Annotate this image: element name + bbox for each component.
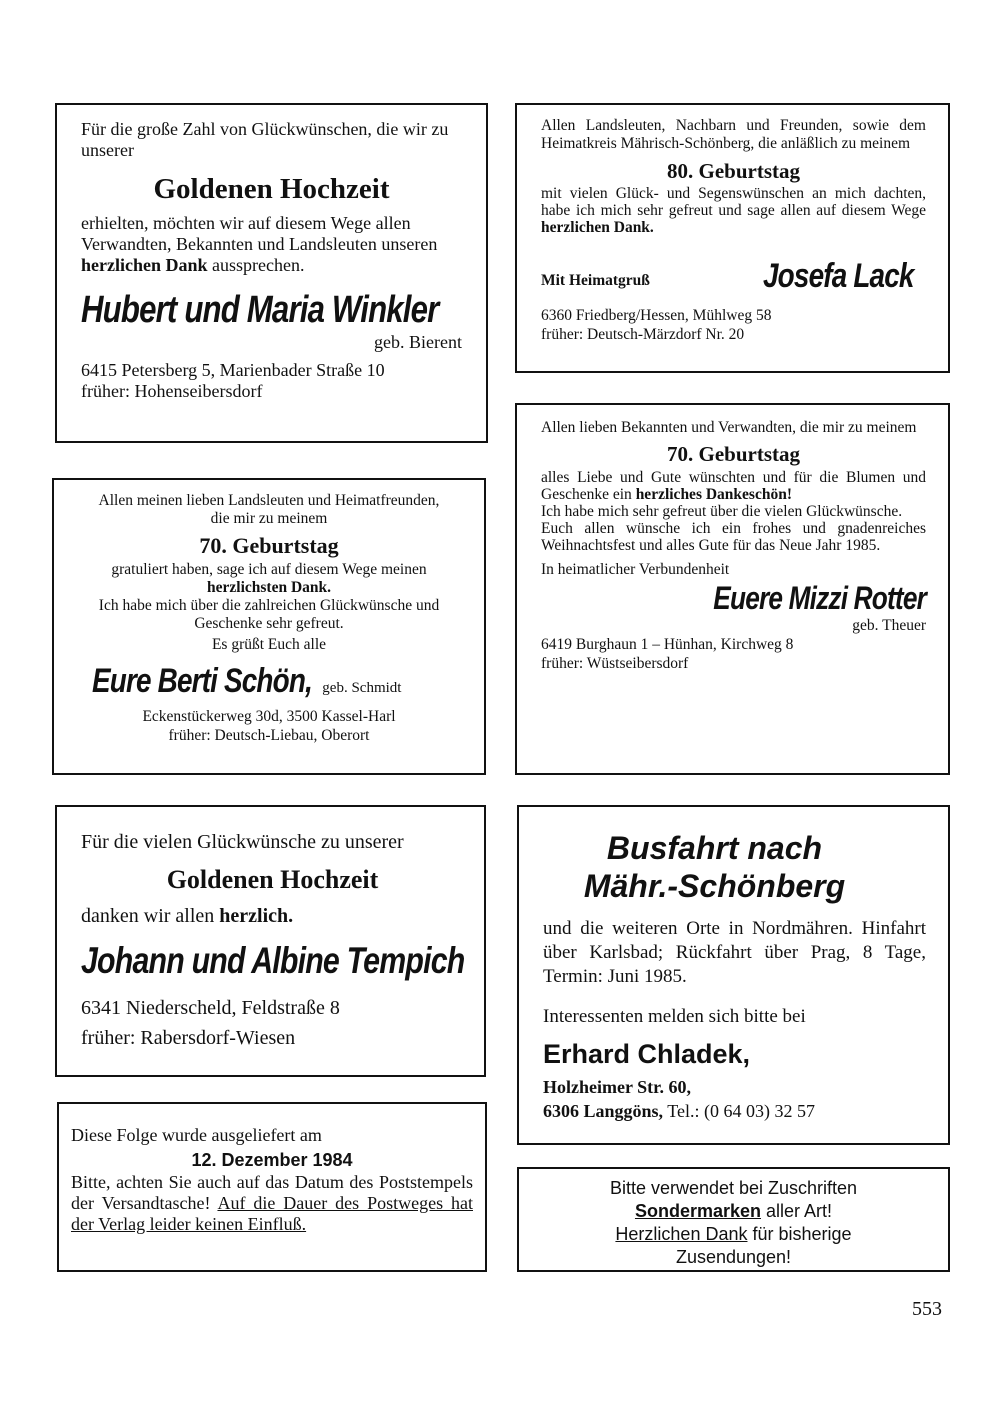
ad2-intro: Allen Landsleuten, Nachbarn und Freunden, sowie dem Heimatkreis Mährisch-Schönberg, die anläßlich zu meinem <box>541 117 926 152</box>
ad6-trip-details: und die weiteren Orte in Nordmähren. Hinfahrt über Karlsbad; Rückfahrt über Prag, 8 Tage, Termin: Juni 1985. <box>543 918 926 987</box>
ad5-former-address: früher: Rabersdorf-Wiesen <box>81 1027 296 1049</box>
ad-70th-birthday-schoen <box>52 478 486 775</box>
stamps-line4: Zusendungen! <box>675 1247 792 1267</box>
ad4-address: 6419 Burghaun 1 – Hünhan, Kirchweg 8 <box>541 636 794 653</box>
ad5-headline: Goldenen Hochzeit <box>166 865 379 894</box>
ad4-former-address: früher: Wüstseibersdorf <box>541 655 689 672</box>
ad1-intro: Für die große Zahl von Glückwünschen, die wir zu unserer <box>81 119 449 160</box>
ad3-former-address: früher: Deutsch-Liebau, Oberort <box>168 727 370 744</box>
ad5-body: danken wir allen herzlich. <box>81 905 294 927</box>
ad3-name: Eure Berti Schön, <box>92 662 312 700</box>
stamps-notice <box>517 1167 950 1272</box>
ad-bus-trip <box>517 805 950 1145</box>
ad-70th-birthday-rotter <box>515 403 950 775</box>
ad1-headline: Goldenen Hochzeit <box>153 173 390 205</box>
ad2-former-address: früher: Deutsch-Märzdorf Nr. 20 <box>541 326 745 343</box>
ad6-title-line1: Busfahrt nach <box>606 830 823 866</box>
ad3-intro: Allen meinen lieben Landsleuten und Heimatfreunden, die mir zu meinem <box>98 492 440 527</box>
ad2-greeting: Mit Heimatgruß <box>541 272 650 289</box>
ad3-line1: gratuliert haben, sage ich auf diesem Wege meinen herzlichsten Dank. <box>111 561 427 596</box>
ad5-address: 6341 Niederscheld, Feldstraße 8 <box>81 997 340 1019</box>
ad2-headline: 80. Geburtstag <box>667 159 800 183</box>
ad4-headline: 70. Geburtstag <box>667 442 800 466</box>
ad3-line2: Ich habe mich über die zahlreichen Glückwünsche und Geschenke sehr gefreut. <box>98 597 440 632</box>
stamps-line1: Bitte verwendet bei Zuschriften <box>609 1178 858 1198</box>
ad6-contact-intro: Interessenten melden sich bitte bei <box>543 1006 806 1027</box>
ad1-maiden-name: geb. Bierent <box>374 332 462 352</box>
ad6-contact-name: Erhard Chladek, <box>543 1039 751 1069</box>
ad4-name: Euere Mizzi Rotter <box>713 580 926 616</box>
ad4-maiden-name: geb. Theuer <box>852 617 926 634</box>
ad6-title-line2: Mähr.-Schönberg <box>583 868 846 904</box>
ad-80th-birthday-lack <box>515 103 950 373</box>
ad2-name: Josefa Lack <box>763 257 914 295</box>
ad3-line3: Es grüßt Euch alle <box>211 636 327 653</box>
page-number: 553 <box>912 1298 942 1320</box>
delivery-notice <box>57 1102 487 1272</box>
ad2-body: mit vielen Glück- und Segenswünschen an mich dachten, habe ich mich sehr gefreut und sage allen auf diesem Wege herzlichen Dank. <box>541 185 926 236</box>
ad-golden-wedding-tempich <box>55 805 486 1077</box>
ad3-headline: 70. Geburtstag <box>199 533 339 558</box>
ad4-intro: Allen lieben Bekannten und Verwandten, die mir zu meinem <box>541 419 917 436</box>
notice-delivered-line: Diese Folge wurde ausgeliefert am <box>71 1125 322 1145</box>
ad1-address: 6415 Petersberg 5, Marienbader Straße 10 <box>81 360 385 380</box>
ad2-address: 6360 Friedberg/Hessen, Mühlweg 58 <box>541 307 772 324</box>
ad3-maiden-name: geb. Schmidt <box>322 680 402 696</box>
ad1-former-address: früher: Hohenseibersdorf <box>81 381 263 401</box>
ad4-line2: Ich habe mich sehr gefreut über die vielen Glückwünsche. <box>541 503 903 520</box>
ad1-body: erhielten, möchten wir auf diesem Wege allen Verwandten, Bekannten und Landsleuten unseren herzlichen Dank aussprechen. <box>81 213 438 275</box>
notice-body: Bitte, achten Sie auch auf das Datum des Poststempels der Versandtasche! Auf die Dauer des Postweges hat der Verlag leider keinen Einfluß. <box>71 1172 473 1234</box>
notice-date: 12. Dezember 1984 <box>191 1150 353 1170</box>
ad4-line3: Euch allen wünsche ich ein frohes und gnadenreiches Weihnachtsfest und alles Gute für das Neue Jahr 1985. <box>541 520 926 554</box>
ad-golden-wedding-winkler <box>55 103 488 443</box>
ad3-name-line <box>92 661 450 701</box>
stamps-line3: Herzlichen Dank für bisherige <box>615 1224 852 1244</box>
ad6-contact-city: 6306 Langgöns, Tel.: (0 64 03) 32 57 <box>543 1101 815 1121</box>
ad4-closing: In heimatlicher Verbundenheit <box>541 561 730 578</box>
ad5-intro: Für die vielen Glückwünsche zu unserer <box>81 831 404 853</box>
ad4-body: alles Liebe und Gute wünschten und für die Blumen und Geschenke ein herzliches Dankeschön! <box>541 469 926 503</box>
ad3-address: Eckenstückerweg 30d, 3500 Kassel-Harl <box>142 708 396 725</box>
stamps-line2: Sondermarken aller Art! <box>634 1201 833 1221</box>
ad1-name: Hubert und Maria Winkler <box>81 289 439 331</box>
ad5-name: Johann und Albine Tempich <box>81 940 465 981</box>
ad6-contact-street: Holzheimer Str. 60, <box>543 1077 691 1097</box>
